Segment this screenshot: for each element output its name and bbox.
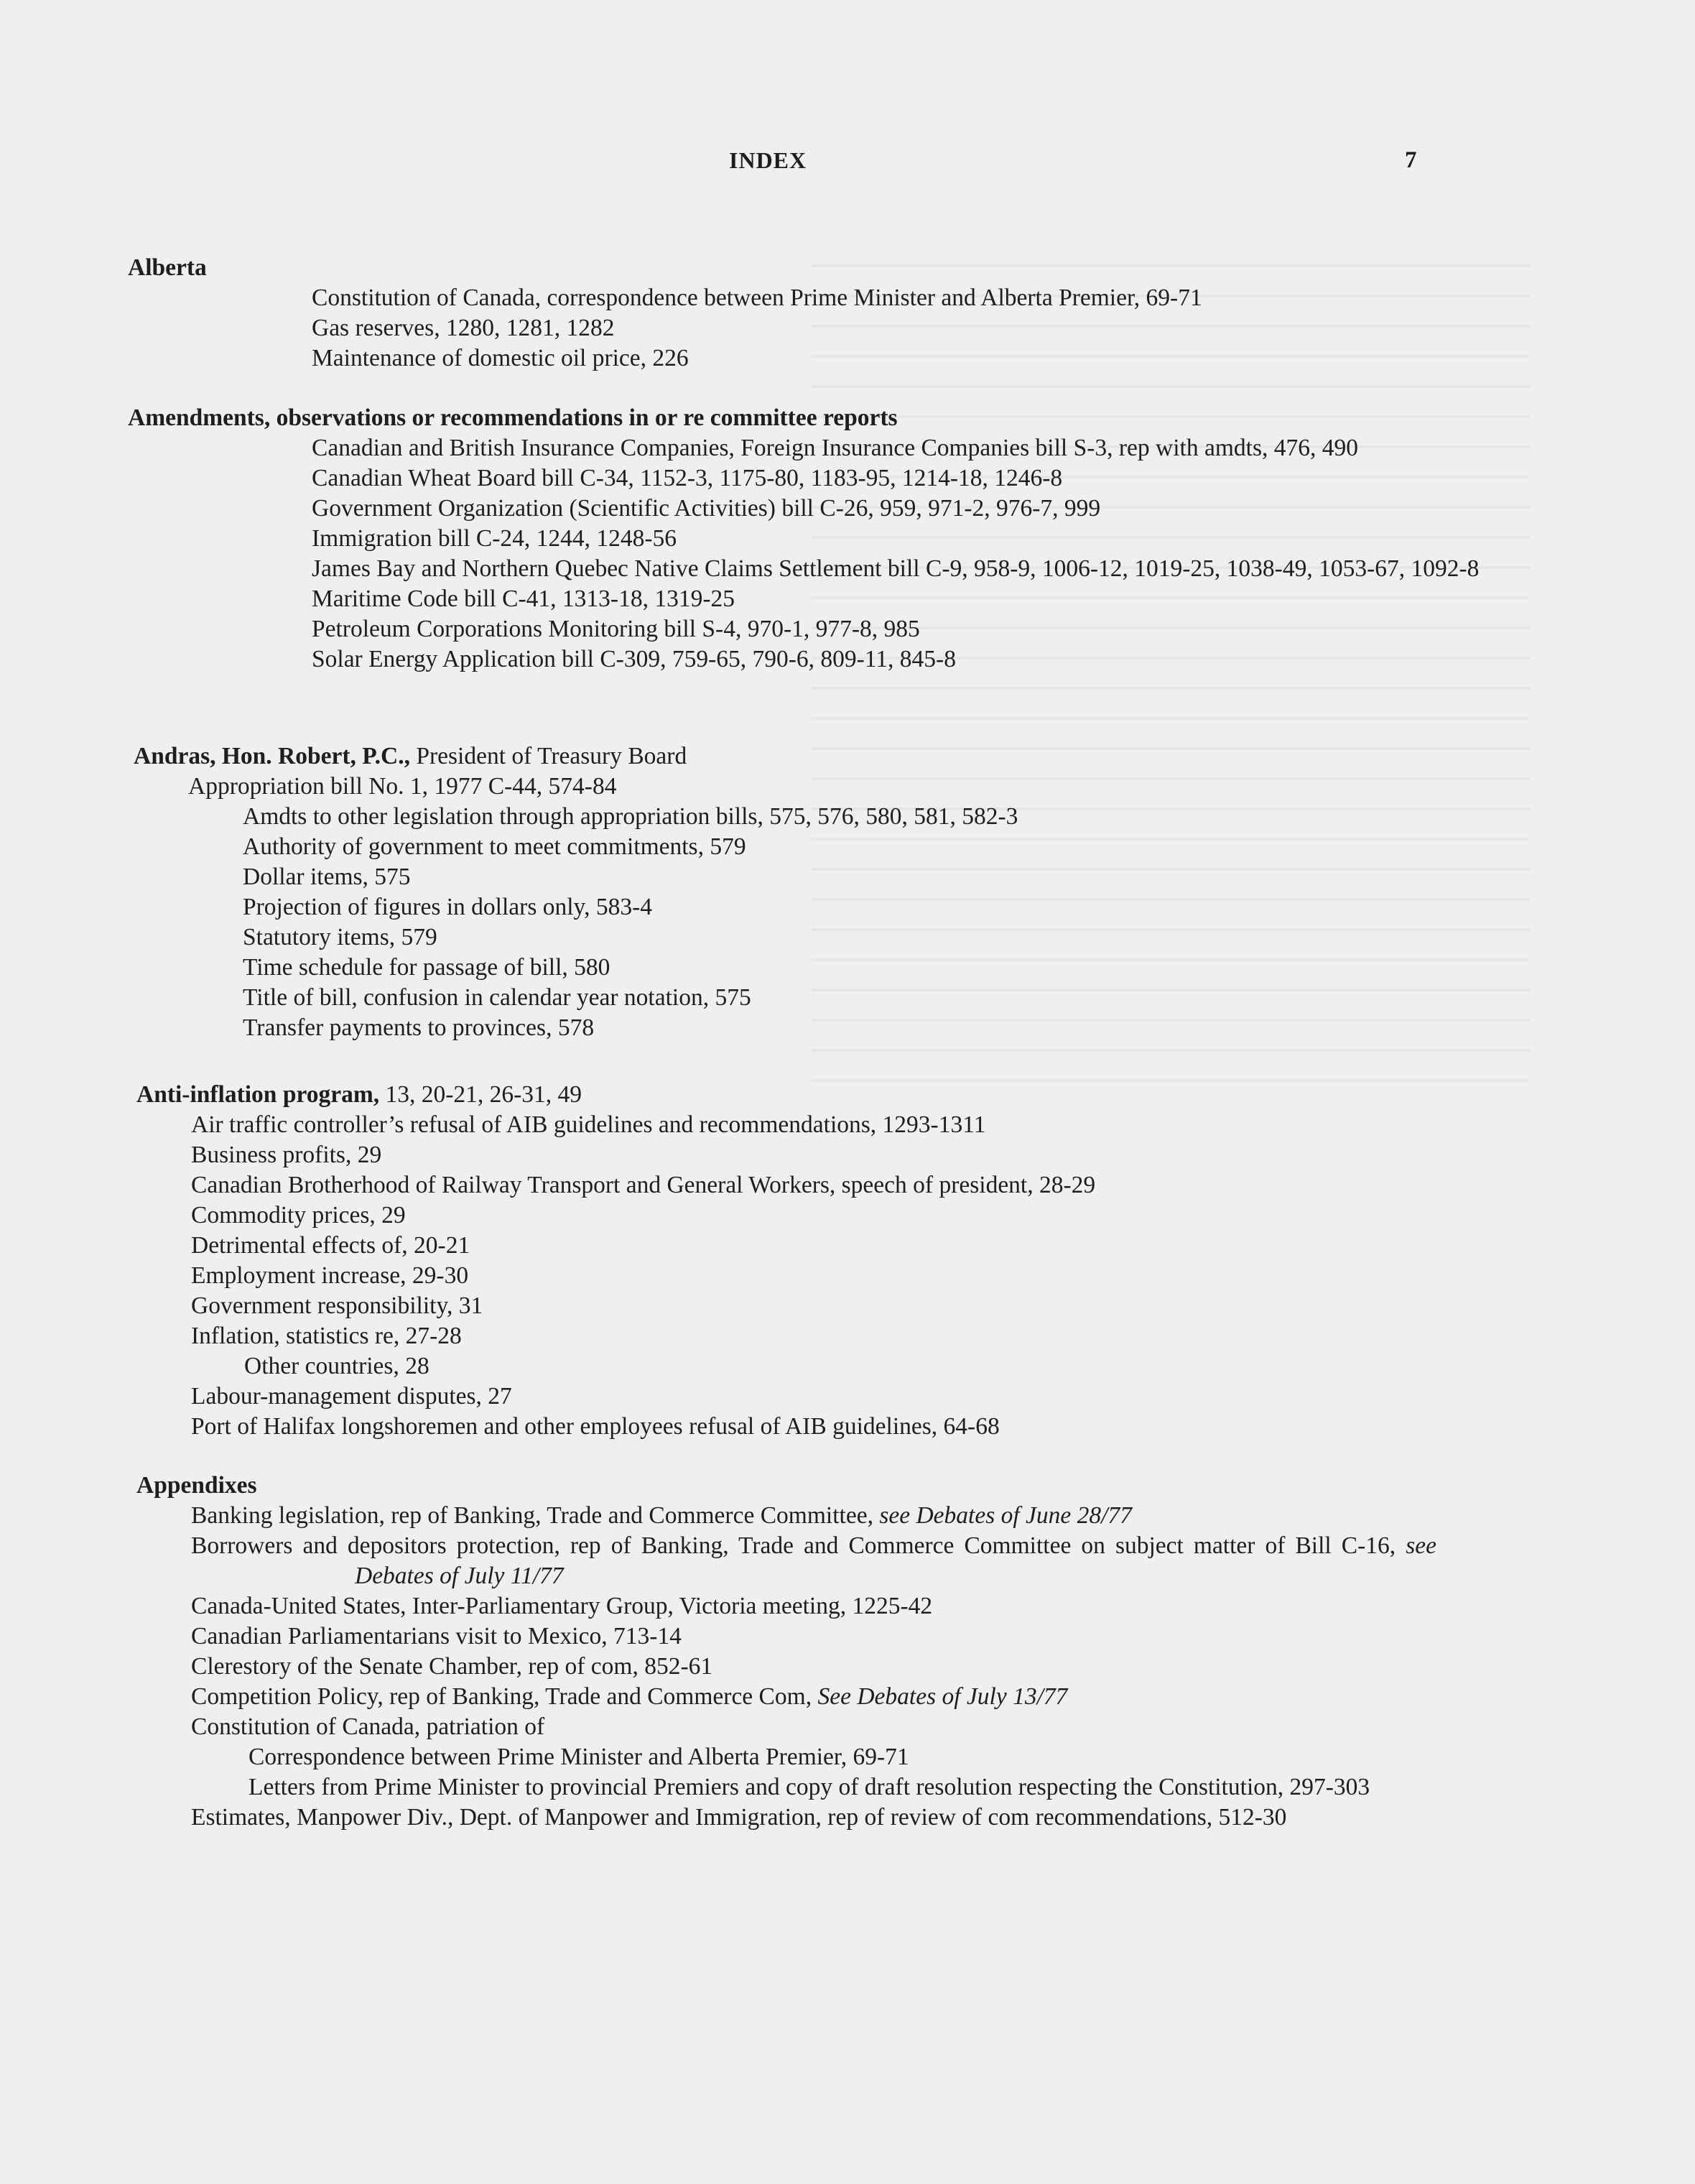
index-entry: Gas reserves, 1280, 1281, 1282 (312, 315, 615, 341)
section-heading: Anti-inflation program, 13, 20-21, 26-31, 49 (136, 1081, 582, 1108)
index-sub-entry: Other countries, 28 (244, 1353, 429, 1379)
index-entry: Clerestory of the Senate Chamber, rep of com, 852-61 (191, 1653, 713, 1680)
index-entry: Constitution of Canada, patriation of (191, 1713, 545, 1740)
index-entry: Maritime Code bill C-41, 1313-18, 1319-25 (312, 586, 735, 612)
index-entry: Detrimental effects of, 20-21 (191, 1232, 470, 1259)
section-heading: Appendixes (136, 1472, 257, 1499)
index-entry: Canadian Wheat Board bill C-34, 1152-3, 1175-80, 1183-95, 1214-18, 1246-8 (312, 465, 1063, 491)
index-sub-entry: Letters from Prime Minister to provincial Premiers and copy of draft resolution respecting the Constitution, 297-303 (249, 1774, 1370, 1800)
index-entry: Canadian and British Insurance Companies, Foreign Insurance Companies bill S-3, rep with amdts, 476, 490 (312, 435, 1358, 461)
index-sub-entry: Correspondence between Prime Minister and Alberta Premier, 69-71 (249, 1744, 909, 1770)
index-entry: Amdts to other legislation through appropriation bills, 575, 576, 580, 581, 582-3 (243, 803, 1018, 830)
index-entry: Constitution of Canada, correspondence between Prime Minister and Alberta Premier, 69-71 (312, 284, 1202, 311)
index-sub-heading: Appropriation bill No. 1, 1977 C-44, 574-84 (188, 773, 617, 800)
index-entry: Labour-management disputes, 27 (191, 1383, 512, 1410)
index-entry: Time schedule for passage of bill, 580 (243, 954, 610, 981)
index-entry: Dollar items, 575 (243, 864, 411, 890)
index-entry: Employment increase, 29-30 (191, 1262, 469, 1289)
index-entry: Estimates, Manpower Div., Dept. of Manpower and Immigration, rep of review of com recommendations, 512-30 (191, 1804, 1287, 1831)
section-heading: Andras, Hon. Robert, P.C., President of Treasury Board (134, 743, 687, 769)
index-entry: Commodity prices, 29 (191, 1202, 406, 1228)
index-section-alberta (128, 253, 1442, 374)
page-title: INDEX (729, 147, 807, 173)
index-section-appendixes (136, 1471, 1451, 1833)
index-entry: Business profits, 29 (191, 1142, 382, 1168)
section-heading: Amendments, observations or recommendations in or re committee reports (128, 404, 898, 431)
index-entry: James Bay and Northern Quebec Native Claims Settlement bill C-9, 958-9, 1006-12, 1019-25, 1038-49, 1053-67, 1092-8 (312, 555, 1480, 582)
index-entry: Transfer payments to provinces, 578 (243, 1014, 595, 1041)
index-entry: Petroleum Corporations Monitoring bill S-4, 970-1, 977-8, 985 (312, 616, 920, 642)
index-entry: Authority of government to meet commitments, 579 (243, 833, 746, 860)
index-entry: Competition Policy, rep of Banking, Trade and Commerce Com, See Debates of July 13/77 (191, 1683, 1068, 1710)
index-entry: Government Organization (Scientific Activities) bill C-26, 959, 971-2, 976-7, 999 (312, 495, 1101, 522)
index-entry: Maintenance of domestic oil price, 226 (312, 345, 689, 371)
section-heading: Alberta (128, 254, 207, 281)
index-entry: Port of Halifax longshoremen and other employees refusal of AIB guidelines, 64-68 (191, 1413, 1000, 1440)
index-entry: Canadian Brotherhood of Railway Transport and General Workers, speech of president, 28-29 (191, 1172, 1096, 1198)
index-entry: Air traffic controller’s refusal of AIB guidelines and recommendations, 1293-1311 (191, 1111, 986, 1138)
index-entry: Borrowers and depositors protection, rep of Banking, Trade and Commerce Committee on subject matter of Bill C-16, see Debates of July 11/77 (191, 1532, 1436, 1589)
index-entry: Statutory items, 579 (243, 924, 437, 950)
index-section-amendments (128, 403, 1480, 675)
index-entry: Canada-United States, Inter-Parliamentary Group, Victoria meeting, 1225-42 (191, 1593, 933, 1619)
index-entry: Banking legislation, rep of Banking, Trade and Commerce Committee, see Debates of June 28/77 (191, 1502, 1132, 1529)
index-entry: Canadian Parliamentarians visit to Mexico, 713-14 (191, 1623, 682, 1649)
index-entry: Immigration bill C-24, 1244, 1248-56 (312, 525, 677, 552)
index-entry: Inflation, statistics re, 27-28 (191, 1323, 462, 1349)
index-section-andras (134, 741, 1448, 1043)
index-section-anti-inflation (136, 1080, 1451, 1442)
page-number: 7 (1405, 147, 1417, 173)
index-entry: Projection of figures in dollars only, 583-4 (243, 894, 653, 920)
index-entry: Solar Energy Application bill C-309, 759-65, 790-6, 809-11, 845-8 (312, 646, 956, 672)
page-header (0, 145, 1695, 178)
index-entry: Title of bill, confusion in calendar year notation, 575 (243, 984, 751, 1011)
index-entry: Government responsibility, 31 (191, 1292, 483, 1319)
